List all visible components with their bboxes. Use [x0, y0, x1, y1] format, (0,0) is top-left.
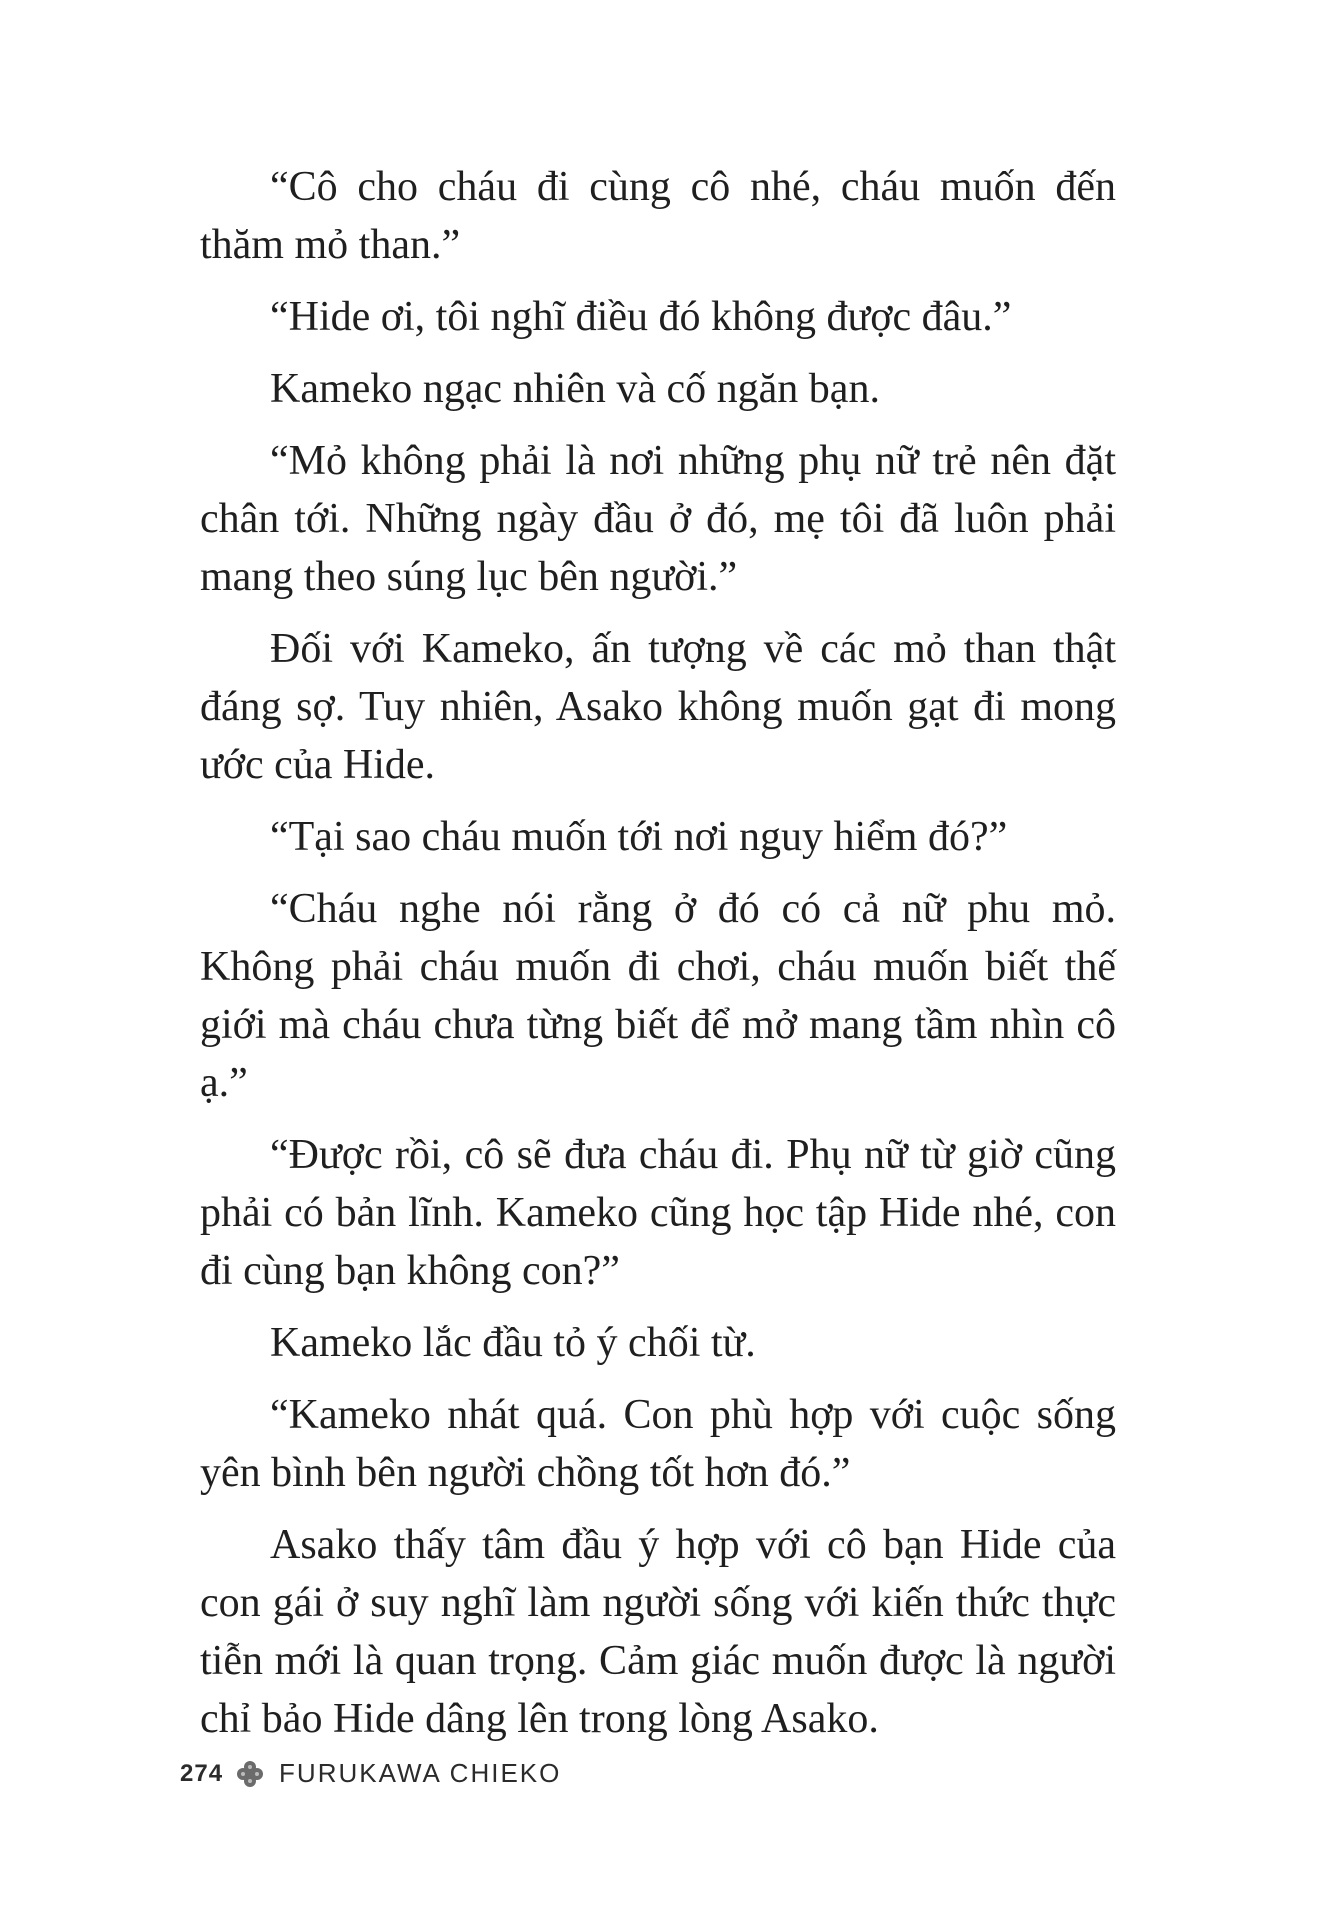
- page-number: 274: [180, 1759, 224, 1787]
- author-name: FURUKAWA CHIEKO: [279, 1758, 562, 1788]
- paragraph: Kameko ngạc nhiên và cố ngăn bạn.: [270, 366, 880, 412]
- page-footer: [180, 1758, 561, 1789]
- paragraph: “Mỏ không phải là nơi những phụ nữ trẻ nên đặt chân tới. Những ngày đầu ở đó, mẹ tôi đã luôn phải mang theo súng lục bên người.”: [200, 438, 1116, 600]
- paragraph: “Tại sao cháu muốn tới nơi nguy hiểm đó?”: [270, 814, 1008, 860]
- paragraph: “Cháu nghe nói rằng ở đó có cả nữ phu mỏ. Không phải cháu muốn đi chơi, cháu muốn biết thế giới mà cháu chưa từng biết để mở mang tầm nhìn cô ạ.”: [200, 886, 1116, 1106]
- paragraph: “Cô cho cháu đi cùng cô nhé, cháu muốn đến thăm mỏ than.”: [200, 164, 1116, 268]
- paragraph: “Kameko nhát quá. Con phù hợp với cuộc sống yên bình bên người chồng tốt hơn đó.”: [200, 1392, 1116, 1496]
- paragraph: “Hide ơi, tôi nghĩ điều đó không được đâu.”: [270, 294, 1012, 340]
- paragraph: Asako thấy tâm đầu ý hợp với cô bạn Hide của con gái ở suy nghĩ làm người sống với kiến thức thực tiễn mới là quan trọng. Cảm giác muốn được là người chỉ bảo Hide dâng lên trong lòng Asako.: [200, 1522, 1116, 1742]
- clover-icon: [235, 1759, 265, 1789]
- body-text: [200, 158, 1116, 1762]
- paragraph: “Được rồi, cô sẽ đưa cháu đi. Phụ nữ từ giờ cũng phải có bản lĩnh. Kameko cũng học tập Hide nhé, con đi cùng bạn không con?”: [200, 1132, 1116, 1294]
- paragraph: Kameko lắc đầu tỏ ý chối từ.: [270, 1320, 756, 1366]
- paragraph: Đối với Kameko, ấn tượng về các mỏ than thật đáng sợ. Tuy nhiên, Asako không muốn gạt đi mong ước của Hide.: [200, 626, 1116, 788]
